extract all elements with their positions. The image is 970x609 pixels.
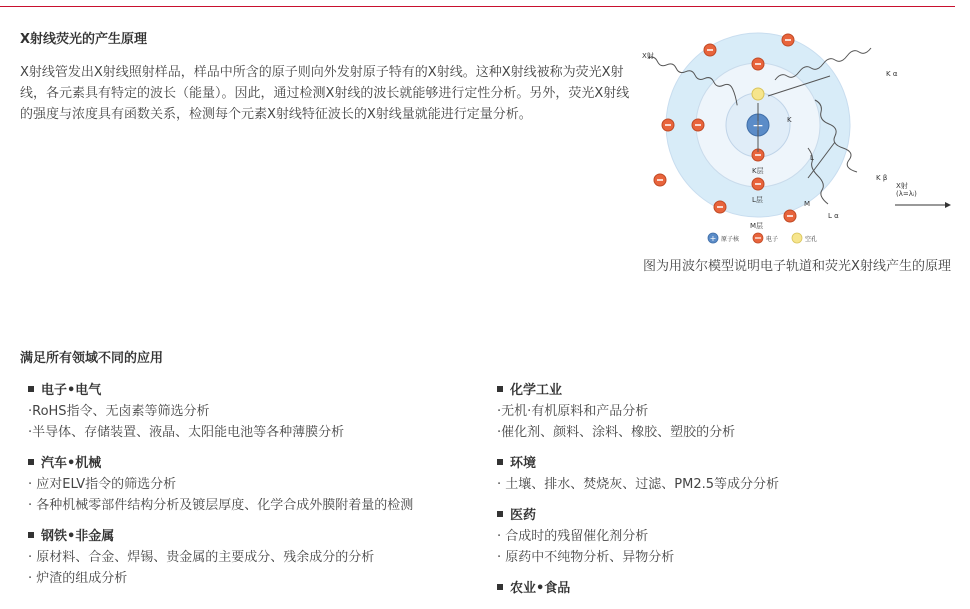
category-environment <box>497 453 947 495</box>
category-chemical <box>497 380 947 443</box>
xray-out-arrowhead <box>945 202 951 208</box>
category-title: 农业•食品 <box>510 581 571 596</box>
category-agriculture <box>497 578 947 599</box>
category-automotive <box>28 453 478 516</box>
section-title-applications: 满足所有领域不同的应用 <box>20 351 164 366</box>
square-bullet-icon <box>28 386 34 392</box>
square-bullet-icon <box>497 584 503 590</box>
list-item: · 原材料、合金、焊锡、贵金属的主要成分、残余成分的分析 <box>28 550 375 565</box>
legend-vacancy-label: 空孔 <box>805 236 818 243</box>
list-item: · 土壤、排水、焚烧灰、过滤、PM2.5等成分分析 <box>497 477 779 492</box>
k-shell-label: K <box>787 116 792 124</box>
list-item: · 应对ELV指令的筛选分析 <box>28 477 177 492</box>
k-beta-label: K β <box>876 174 888 182</box>
list-item: · 炉渣的组成分析 <box>28 571 128 586</box>
category-pharma <box>497 505 947 568</box>
l-layer-label: L层 <box>752 196 763 204</box>
category-title: 环境 <box>510 456 537 471</box>
legend-nucleus-label: 原子核 <box>721 236 740 243</box>
category-title: 化学工业 <box>510 383 563 398</box>
top-divider <box>0 6 955 7</box>
list-item: ·催化剂、颜料、涂料、橡胶、塑胶的分析 <box>497 425 736 440</box>
list-item: · 原药中不纯物分析、异物分析 <box>497 550 675 565</box>
xray-out-formula: (λ=λᵢ) <box>896 190 917 198</box>
square-bullet-icon <box>28 459 34 465</box>
k-alpha-label: K α <box>886 70 898 78</box>
xray-in-label: X射 <box>642 52 654 60</box>
principle-paragraph: X射线管发出X射线照射样品，样品中所含的原子则向外发射原子特有的X射线。这种X射线被称为荧光X射线，各元素具有特定的波长（能量）。因此，通过检测X射线的波长就能够进行定性分析。另外，荧光X射线的强度与浓度具有函数关系，检测每个元素X射线特征波长的X射线量就能进行定量分析。 <box>20 65 630 122</box>
square-bullet-icon <box>497 511 503 517</box>
xray-out-label: X射 <box>896 182 908 190</box>
category-steel <box>28 526 478 589</box>
legend-electron-label: 电子 <box>766 236 779 243</box>
section-title-principle: X射线荧光的产生原理 <box>20 32 148 47</box>
k-layer-label: K层 <box>752 167 764 175</box>
square-bullet-icon <box>497 386 503 392</box>
figure-caption: 图为用波尔模型说明电子轨道和荧光X射线产生的原理 <box>643 259 951 274</box>
applications-left-column <box>28 380 478 599</box>
square-bullet-icon <box>28 532 34 538</box>
list-item: ·RoHS指令、无卤素等筛选分析 <box>28 404 210 419</box>
vacancy-icon <box>752 88 764 100</box>
svg-text:+: + <box>752 118 764 134</box>
category-title: 钢铁•非金属 <box>41 529 115 544</box>
l-shell-label: L <box>810 154 814 162</box>
square-bullet-icon <box>497 459 503 465</box>
list-item: ·无机·有机原料和产品分析 <box>497 404 649 419</box>
m-layer-label: M层 <box>750 222 764 230</box>
svg-text:+: + <box>709 234 717 243</box>
category-electronics <box>28 380 478 443</box>
list-item: · 各种机械零部件结构分析及镀层厚度、化学合成外膜附着量的检测 <box>28 498 414 513</box>
category-title: 汽车•机械 <box>41 456 102 471</box>
category-title: 电子•电气 <box>41 383 102 398</box>
m-shell-label: M <box>804 200 811 208</box>
list-item: ·半导体、存储装置、液晶、太阳能电池等各种薄膜分析 <box>28 425 345 440</box>
list-item: · 合成时的残留催化剂分析 <box>497 529 649 544</box>
l-alpha-label: L α <box>828 212 839 220</box>
category-title: 医药 <box>510 508 537 523</box>
bohr-model-diagram <box>640 30 960 260</box>
applications-right-column <box>497 380 947 609</box>
legend <box>708 233 817 243</box>
